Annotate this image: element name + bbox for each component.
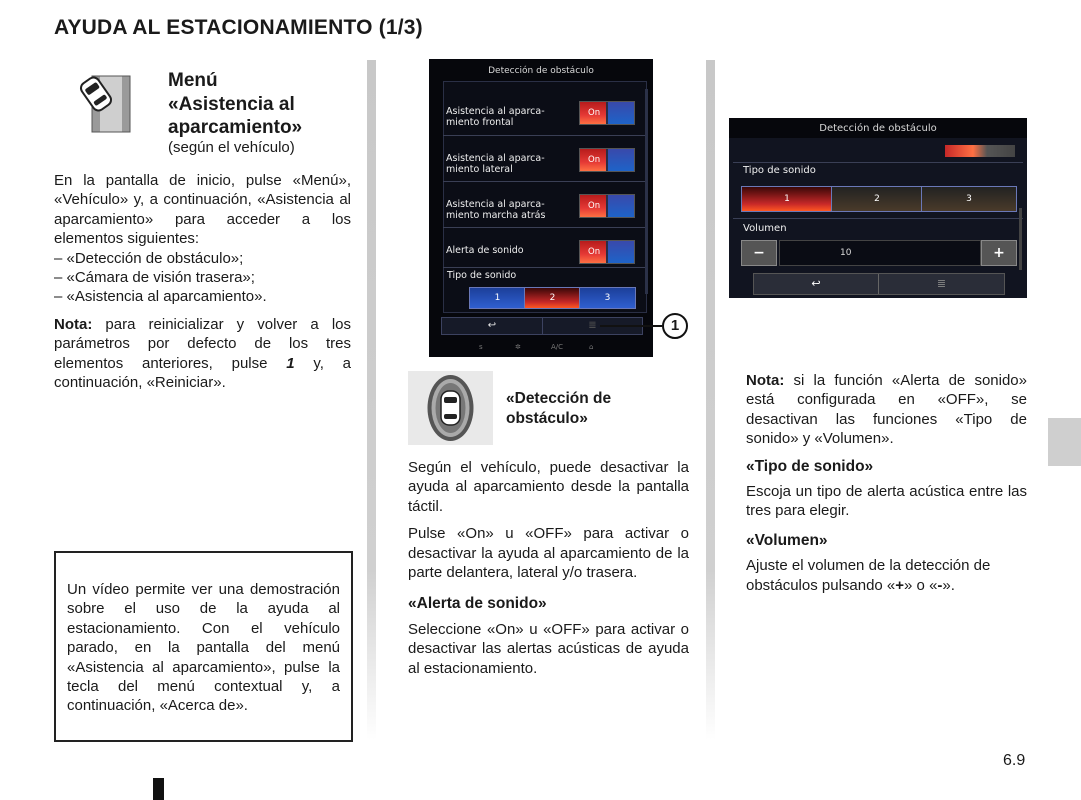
note-text: y, a continuación, «Reiniciar».: [54, 354, 352, 392]
row-label-side: Asistencia al aparca- miento lateral: [446, 153, 545, 175]
obstacle-detection-screen: [429, 59, 653, 357]
menu-heading: [168, 69, 302, 140]
defrost-icon[interactable]: ⌂: [589, 343, 594, 351]
volume-value: 10: [840, 248, 852, 258]
obstacle-paragraph-2: Pulse «On» u «OFF» para activar o desactivar la ayuda al aparcamiento de la parte delantera, lateral y/o trasera.: [408, 525, 689, 582]
volume-text-part: » o «: [904, 576, 938, 594]
callout-line: [600, 325, 662, 327]
note-label: Nota:: [54, 315, 93, 333]
list-item: – «Cámara de visión trasera»;: [54, 269, 255, 287]
video-info-box: [54, 551, 353, 742]
list-item: – «Detección de obstáculo»;: [54, 249, 244, 267]
menu-subheading: (según el vehículo): [168, 139, 295, 156]
back-icon[interactable]: ↩: [487, 320, 497, 331]
row-divider: [443, 181, 645, 182]
page-title: AYUDA AL ESTACIONAMIENTO (1/3): [54, 16, 423, 39]
note-text: si la función «Alerta de sonido» está configurada en «OFF», se desactivan las funciones «Tipo de sonido» y «Volumen».: [746, 372, 1027, 448]
row-divider: [733, 218, 1023, 219]
volume-heading: «Volumen»: [746, 531, 828, 549]
toggle-rear[interactable]: [579, 194, 635, 218]
row-label-front: Asistencia al aparca- miento frontal: [446, 106, 545, 128]
video-info-text: Un vídeo permite ver una demostración sobre el uso de la ayuda al estacionamiento. Con el vehículo parado, en la pantalla del menú «Asistencia al aparcamiento», pulse la tecla del menú contextual y, a continuación, «Acerca de».: [67, 581, 340, 715]
sound-type-label: Tipo de sonido: [447, 270, 517, 281]
page-marker: [153, 778, 164, 800]
obstacle-paragraph-1: Según el vehículo, puede desactivar la ayuda al aparcamiento desde la pantalla táctil.: [408, 459, 689, 515]
menu-icon[interactable]: ≣: [936, 277, 947, 290]
sound-option-3[interactable]: 3: [579, 287, 636, 309]
sound-type-heading: «Tipo de sonido»: [746, 457, 874, 475]
row-divider: [443, 227, 645, 228]
row-label-sound-alert: Alerta de sonido: [446, 245, 524, 256]
sound-alert-heading: «Alerta de sonido»: [408, 595, 547, 613]
toggle-on-label: On: [588, 247, 601, 257]
page-number: 6.9: [1003, 752, 1026, 769]
row-divider: [733, 162, 1023, 163]
fan-icon[interactable]: ✲: [515, 343, 521, 351]
row-label-rear: Asistencia al aparca- miento marcha atrás: [446, 199, 546, 221]
sound-off-note: [746, 371, 1027, 449]
ac-button[interactable]: A/C: [551, 343, 564, 351]
callout-marker: 1: [662, 313, 688, 339]
sound-type-label: Tipo de sonido: [743, 165, 816, 176]
col3-body: [746, 371, 1027, 603]
toggle-side[interactable]: [579, 148, 635, 172]
sound-option-3[interactable]: 3: [921, 186, 1017, 212]
bottom-action-bar: [753, 273, 1005, 295]
screen-header: Detección de obstáculo: [819, 123, 937, 134]
sound-alert-text: Seleccione «On» u «OFF» para activar o desactivar las alertas acústicas de ayuda al estacionamiento.: [408, 620, 689, 677]
sound-option-2[interactable]: 2: [831, 186, 923, 212]
volume-plus-button[interactable]: +: [981, 240, 1017, 266]
obstacle-detection-icon: [408, 371, 493, 445]
volume-track: [779, 240, 981, 266]
scrollbar[interactable]: [1019, 208, 1022, 270]
sound-option-1[interactable]: 1: [741, 186, 833, 212]
toggle-sound-alert[interactable]: [579, 240, 635, 264]
toggle-on-label: On: [588, 155, 601, 165]
obstacle-detection-heading: «Detección de obstáculo»: [506, 390, 612, 427]
screen-header: Detección de obstáculo: [488, 66, 594, 76]
row-divider: [443, 267, 645, 268]
parking-assist-menu-icon: [70, 72, 134, 136]
menu-heading-line: aparcamiento»: [168, 117, 303, 138]
menu-icon[interactable]: ≣: [588, 320, 597, 331]
row-divider: [443, 135, 645, 136]
volume-label: Volumen: [743, 223, 787, 234]
plus-sign: +: [895, 576, 905, 594]
chapter-tab: [1048, 418, 1081, 466]
menu-heading-line: «Asistencia al: [168, 93, 295, 115]
col2-body: [408, 458, 689, 686]
seat-heat-icon[interactable]: ꜱ: [479, 343, 483, 351]
sound-settings-screen: [729, 118, 1027, 298]
toggle-on-label: On: [588, 201, 601, 211]
reset-note: [54, 315, 351, 393]
volume-text: [746, 556, 1027, 595]
column-divider-right: [706, 60, 715, 740]
scrollbar[interactable]: [645, 89, 648, 294]
note-reference: 1: [286, 354, 295, 372]
minus-sign: -: [937, 576, 943, 594]
value-bar: [945, 145, 1015, 157]
menu-heading-line: Menú: [168, 70, 218, 91]
note-text: para reinicializar y volver a los parámetros por defecto de los tres elementos anteriores, pulse: [54, 315, 351, 372]
sound-option-1[interactable]: 1: [469, 287, 526, 309]
back-icon[interactable]: ↩: [811, 277, 821, 290]
list-item: – «Asistencia al aparcamiento».: [54, 288, 267, 306]
column-divider-left: [367, 60, 376, 740]
sound-type-text: Escoja un tipo de alerta acústica entre las tres para elegir.: [746, 483, 1027, 520]
volume-minus-button[interactable]: −: [741, 240, 777, 266]
note-label: Nota:: [746, 372, 785, 389]
toggle-on-label: On: [588, 108, 601, 118]
volume-text-part: ».: [942, 576, 955, 594]
volume-text-part: Ajuste el volumen de la detección de obstáculos pulsando «: [746, 557, 991, 594]
toggle-front[interactable]: [579, 101, 635, 125]
climate-bar: [429, 338, 653, 357]
sound-option-2[interactable]: 2: [524, 287, 581, 309]
col1-body: [54, 171, 351, 400]
intro-paragraph: En la pantalla de inicio, pulse «Menú», «Vehículo» y, a continuación, «Asistencia al aparcamiento» para acceder a los elementos siguientes:: [54, 172, 351, 248]
